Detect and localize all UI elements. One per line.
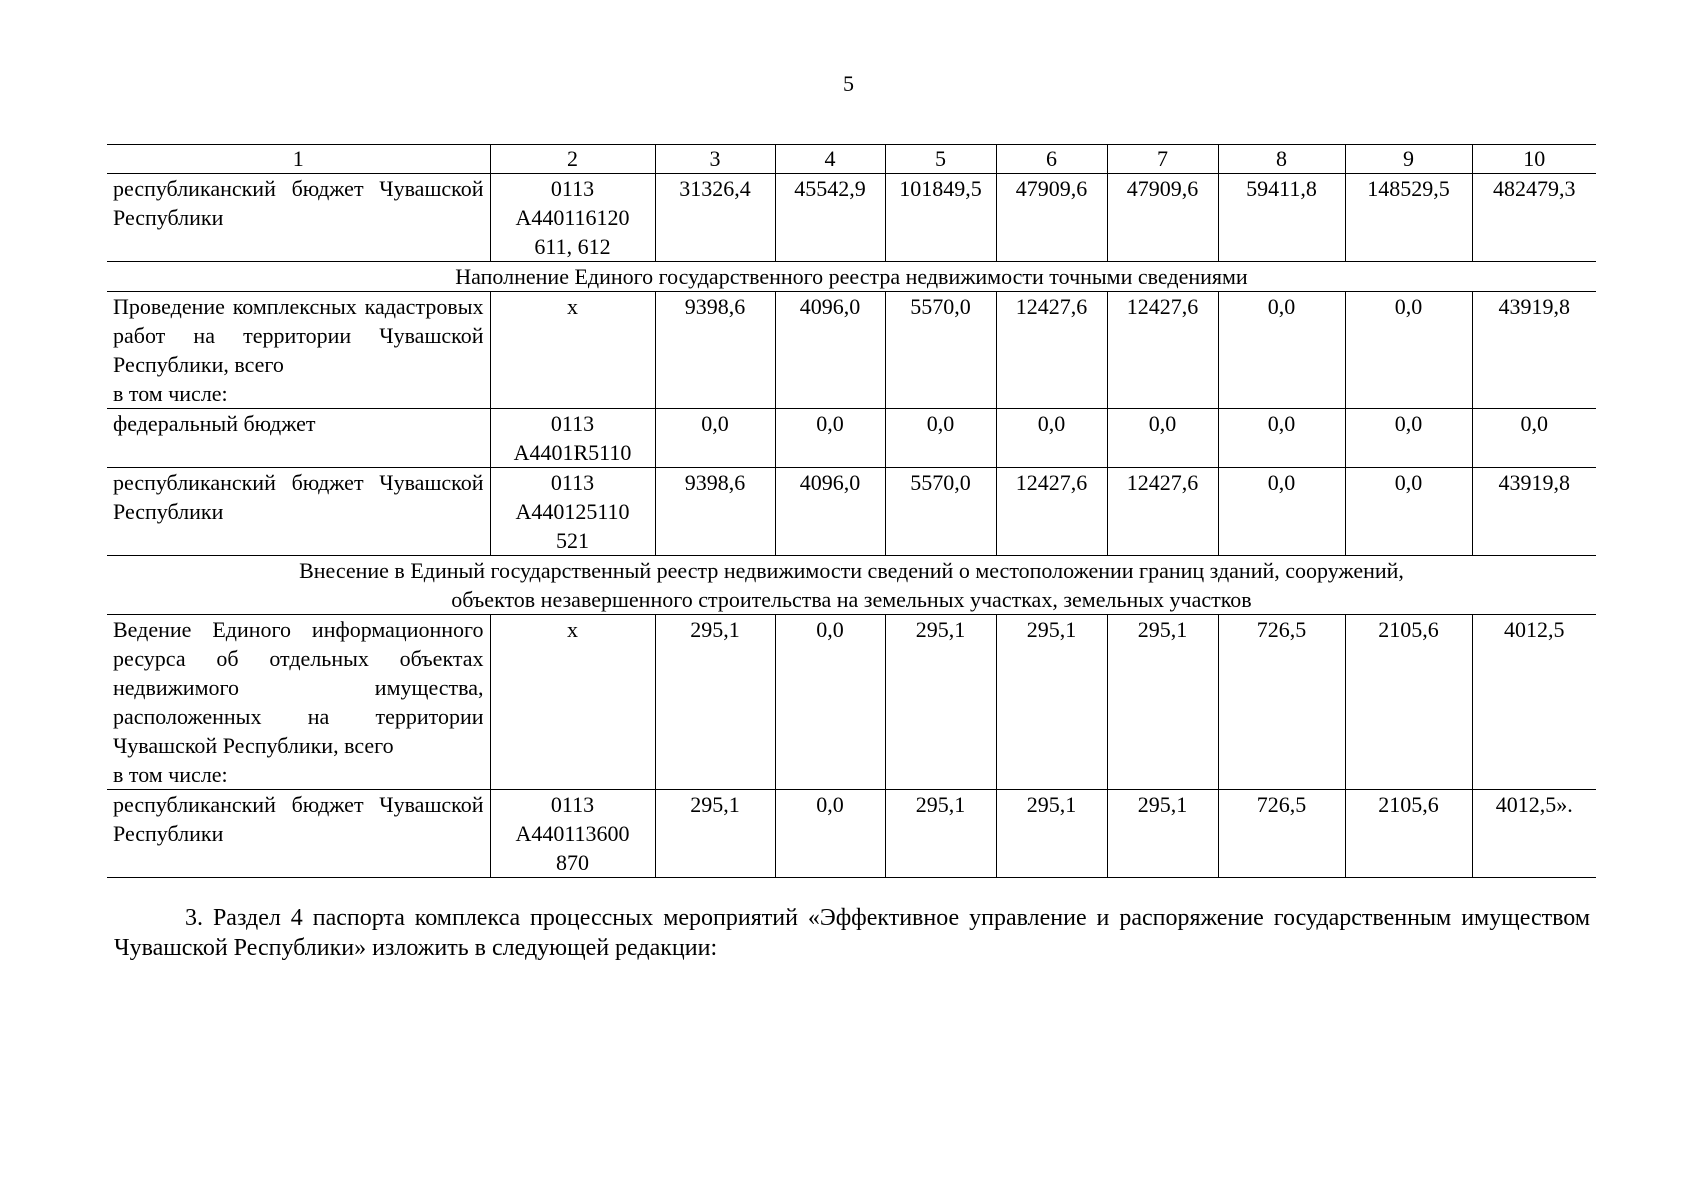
- section-title: Наполнение Единого государственного реестра недвижимости точными сведениями: [107, 262, 1596, 292]
- row-value: 0,0: [1218, 468, 1345, 556]
- table-row: [107, 790, 1596, 878]
- row-value: 726,5: [1218, 790, 1345, 878]
- row-name: республиканский бюджет Чувашской Республики: [107, 468, 490, 556]
- body-paragraph: 3. Раздел 4 паспорта комплекса процессных мероприятий «Эффективное управление и распоряжение государственным имуществом Чувашской Республики» изложить в следующей редакции:: [114, 905, 1590, 961]
- row-value: 59411,8: [1218, 174, 1345, 262]
- row-name: федеральный бюджет: [107, 409, 490, 468]
- column-header: 1: [107, 145, 490, 174]
- row-value: 295,1: [885, 790, 996, 878]
- row-value: 0,0: [1218, 409, 1345, 468]
- row-value: 0,0: [996, 409, 1107, 468]
- row-value: 5570,0: [885, 468, 996, 556]
- row-value: 0,0: [775, 615, 885, 790]
- page-number: 5: [843, 71, 854, 96]
- table-row: [107, 174, 1596, 262]
- row-value: 9398,6: [655, 292, 775, 409]
- row-value: 2105,6: [1345, 615, 1472, 790]
- row-code: 0113 А440113600 870: [490, 790, 655, 878]
- row-value: 295,1: [655, 790, 775, 878]
- row-value: 0,0: [1218, 292, 1345, 409]
- row-value: 4012,5: [1472, 615, 1596, 790]
- row-name: Ведение Единого информационного ресурса об отдельных объектах недвижимого имущества, расположенных на территории Чувашской Республики, всего в том числе:: [107, 615, 490, 790]
- row-value: 0,0: [655, 409, 775, 468]
- table-row: [107, 468, 1596, 556]
- budget-table: [107, 144, 1596, 878]
- row-value: 4096,0: [775, 468, 885, 556]
- row-value: 295,1: [885, 615, 996, 790]
- row-value: 2105,6: [1345, 790, 1472, 878]
- row-value: 0,0: [1345, 468, 1472, 556]
- row-value: 0,0: [1345, 292, 1472, 409]
- column-header: 9: [1345, 145, 1472, 174]
- column-header: 4: [775, 145, 885, 174]
- table-row: [107, 409, 1596, 468]
- row-value: 12427,6: [996, 292, 1107, 409]
- column-header: 3: [655, 145, 775, 174]
- row-code: х: [490, 615, 655, 790]
- row-value: 4096,0: [775, 292, 885, 409]
- row-value: 47909,6: [996, 174, 1107, 262]
- column-header: 5: [885, 145, 996, 174]
- row-value: 12427,6: [1107, 468, 1218, 556]
- row-value: 0,0: [775, 409, 885, 468]
- column-header: 7: [1107, 145, 1218, 174]
- section-heading-row: [107, 262, 1596, 292]
- table-header-row: [107, 145, 1596, 174]
- row-value: 148529,5: [1345, 174, 1472, 262]
- row-value: 47909,6: [1107, 174, 1218, 262]
- row-value: 0,0: [1345, 409, 1472, 468]
- row-value: 4012,5».: [1472, 790, 1596, 878]
- row-name: республиканский бюджет Чувашской Республики: [107, 790, 490, 878]
- row-code: 0113 А440116120 611, 612: [490, 174, 655, 262]
- row-value: 295,1: [1107, 615, 1218, 790]
- row-name: республиканский бюджет Чувашской Республики: [107, 174, 490, 262]
- row-value: 5570,0: [885, 292, 996, 409]
- column-header: 6: [996, 145, 1107, 174]
- row-value: 295,1: [996, 615, 1107, 790]
- row-value: 295,1: [996, 790, 1107, 878]
- row-name: Проведение комплексных кадастровых работ на территории Чувашской Республики, всего в том числе:: [107, 292, 490, 409]
- row-value: 12427,6: [996, 468, 1107, 556]
- row-value: 295,1: [655, 615, 775, 790]
- row-value: 101849,5: [885, 174, 996, 262]
- row-value: 43919,8: [1472, 468, 1596, 556]
- row-code: х: [490, 292, 655, 409]
- row-value: 12427,6: [1107, 292, 1218, 409]
- table-row: [107, 615, 1596, 790]
- row-value: 295,1: [1107, 790, 1218, 878]
- row-value: 45542,9: [775, 174, 885, 262]
- section-title: Внесение в Единый государственный реестр недвижимости сведений о местоположении границ зданий, сооружений, объектов незавершенного строительства на земельных участках, земельных участков: [107, 556, 1596, 615]
- section-heading-row: [107, 556, 1596, 615]
- row-value: 43919,8: [1472, 292, 1596, 409]
- row-value: 0,0: [885, 409, 996, 468]
- row-value: 482479,3: [1472, 174, 1596, 262]
- row-value: 9398,6: [655, 468, 775, 556]
- row-value: 31326,4: [655, 174, 775, 262]
- row-value: 726,5: [1218, 615, 1345, 790]
- table-row: [107, 292, 1596, 409]
- column-header: 8: [1218, 145, 1345, 174]
- row-code: 0113 А440125110 521: [490, 468, 655, 556]
- column-header: 2: [490, 145, 655, 174]
- row-value: 0,0: [1472, 409, 1596, 468]
- row-value: 0,0: [775, 790, 885, 878]
- row-code: 0113 А4401R5110: [490, 409, 655, 468]
- row-value: 0,0: [1107, 409, 1218, 468]
- column-header: 10: [1472, 145, 1596, 174]
